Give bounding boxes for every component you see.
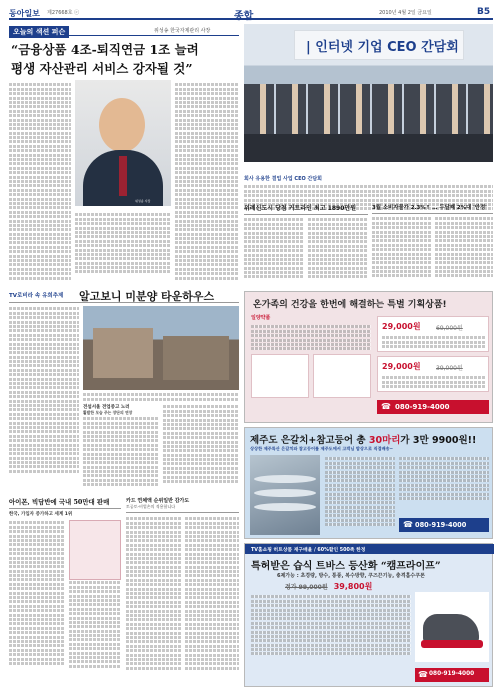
phone-icon: ☎ bbox=[403, 520, 413, 529]
ceo-meeting-banner: | 인터넷 기업 CEO 간담회 bbox=[306, 40, 459, 55]
fish-ad-title-suffix: 가 3만 9900원!! bbox=[400, 435, 477, 446]
section-title: 종합 bbox=[234, 11, 254, 22]
interview-headline-line2: 평생 자산관리 서비스 강자될 것” bbox=[11, 61, 193, 76]
interview-photo bbox=[75, 80, 171, 206]
health-ad-offer-2 bbox=[377, 356, 489, 392]
health-ad-description bbox=[251, 324, 371, 352]
interview-byline: 위성송 한국자제관리 사장 bbox=[154, 28, 211, 34]
fish-ad-subtitle: 상상한 제주특산 은갈치와 참고등어를 제주도에서 고객님 밥상으로 직접배송~ bbox=[250, 446, 394, 451]
fish-ad-body-2 bbox=[399, 456, 489, 501]
tv-subsection-1-headline: 전섭서울 전업중고 노러 bbox=[83, 405, 130, 410]
health-product-1[interactable] bbox=[251, 354, 309, 398]
health-ad-title: 온가족의 건강을 한번에 해결하는 특별 기획상품! bbox=[253, 300, 447, 310]
iphone-headline: 아이폰, 빅담반에 국내 50만대 판매 bbox=[9, 497, 121, 509]
interview-headline-line1: “금융상품 4조-퇴직연금 1조 늘려 bbox=[11, 42, 199, 57]
fish-photo bbox=[250, 455, 320, 535]
shoes-ad-price-before: 정가 99,000원 bbox=[285, 584, 328, 591]
issue-number: 제27668호 ⓒ bbox=[47, 10, 80, 16]
masthead bbox=[9, 7, 493, 20]
shoes-photo bbox=[415, 592, 489, 662]
issue-date: 2010년 4월 2일 금요일 bbox=[379, 10, 432, 16]
health-ad-phone-number: 080-919-4000 bbox=[395, 403, 450, 411]
shoes-ad-description: 6제가능 : 초경량, 방수, 통풍, 복수방향, 쿠즈끈기능, 충격흡수쿠폰 bbox=[277, 573, 425, 579]
tv-tag: TV로비라 속 유희추제 bbox=[9, 293, 64, 299]
interview-tag: 오늘의 색션 퍼슨 bbox=[9, 26, 69, 38]
health-ad[interactable] bbox=[244, 291, 493, 423]
iphone-ad-box bbox=[69, 520, 121, 580]
fish-ad-title bbox=[250, 432, 476, 446]
sub-article-1 bbox=[244, 203, 368, 285]
shoes-ad-title: 특허받은 습식 트바스 등산화 “캠프라이프” bbox=[251, 561, 441, 572]
health-offer-2-old: 39,000원 bbox=[436, 365, 463, 372]
tv-article bbox=[9, 287, 239, 492]
fish-ad-body-1 bbox=[325, 456, 395, 528]
shoes-ad-phone[interactable] bbox=[415, 668, 489, 682]
health-ad-brand: 일양약품 bbox=[251, 315, 271, 321]
sub-article-1-headline: 위례신도시 당첨 커트라인 최고 1890만원 bbox=[244, 203, 368, 215]
interview-body-right bbox=[175, 82, 239, 281]
sub-article-2-headline: 3월 소비자물가 2.3%↑ … 두달째 2%대 '안정' bbox=[372, 203, 493, 214]
interview-body-left bbox=[9, 82, 71, 281]
tv-caption bbox=[83, 392, 239, 402]
phone-icon: ☎ bbox=[418, 670, 428, 679]
iphone-article bbox=[9, 497, 121, 687]
ceo-meeting-article bbox=[244, 24, 493, 204]
shoes-ad-body bbox=[251, 594, 411, 657]
health-ad-phone[interactable] bbox=[377, 400, 489, 414]
phone-icon: ☎ bbox=[381, 402, 391, 411]
health-offer-1-price: 29,000원 bbox=[382, 322, 421, 331]
interview-photo-caption: 위성송 사장 bbox=[135, 199, 151, 203]
tv-subsection-1 bbox=[83, 404, 159, 488]
fish-ad-title-prefix: 제주도 은갈치+참고등어 총 bbox=[250, 435, 366, 446]
tv-headline: 알고보니 미분양 타운하우스 bbox=[79, 290, 215, 303]
shoes-ad[interactable] bbox=[244, 543, 493, 687]
health-ad-offer-1 bbox=[377, 316, 489, 352]
sub-article-2 bbox=[372, 203, 493, 285]
shoes-ad-phone-number: 080-919-4000 bbox=[429, 671, 475, 677]
interview-article bbox=[9, 24, 239, 282]
fish-ad-phone-number: 080-919-4000 bbox=[415, 521, 467, 529]
fish-ad[interactable] bbox=[244, 427, 493, 539]
interview-headline bbox=[11, 40, 239, 78]
tv-body-right bbox=[163, 404, 239, 484]
iphone-subhead: 한국, 가입자 증가하고 세계 1위 bbox=[9, 512, 73, 517]
tv-photo bbox=[83, 306, 239, 390]
health-product-2[interactable] bbox=[313, 354, 371, 398]
shoes-ad-tag: TV홈쇼핑 히트상품 재구매율 / 60%할인 500족 한정 bbox=[245, 544, 494, 554]
newspaper-logo: 동아일보 bbox=[9, 9, 40, 18]
card-headline: 카드 연체액 순위일반 감가도 bbox=[126, 498, 190, 504]
shoes-ad-price bbox=[285, 581, 372, 592]
fish-ad-phone[interactable] bbox=[399, 518, 489, 532]
ceo-meeting-photo bbox=[244, 24, 493, 162]
card-article bbox=[126, 497, 239, 687]
tv-body-left bbox=[9, 306, 79, 474]
fish-ad-title-highlight: 30마리 bbox=[368, 435, 401, 446]
health-offer-2-price: 29,000원 bbox=[382, 362, 421, 371]
card-subhead: 토공토-비업손의 적용합니다 bbox=[126, 504, 239, 513]
page-number: B5 bbox=[477, 7, 491, 17]
ceo-meeting-caption-title: 회사 유용한 결업 사업 CEO 간담회 bbox=[244, 176, 323, 182]
shoes-ad-price-after: 39,800원 bbox=[333, 582, 373, 591]
interview-body-bottom bbox=[75, 212, 171, 275]
tv-subsection-1-sub: 활발한 모습 주는 장단의 연장 bbox=[83, 410, 133, 415]
health-offer-1-old: 69,000원 bbox=[436, 325, 463, 332]
